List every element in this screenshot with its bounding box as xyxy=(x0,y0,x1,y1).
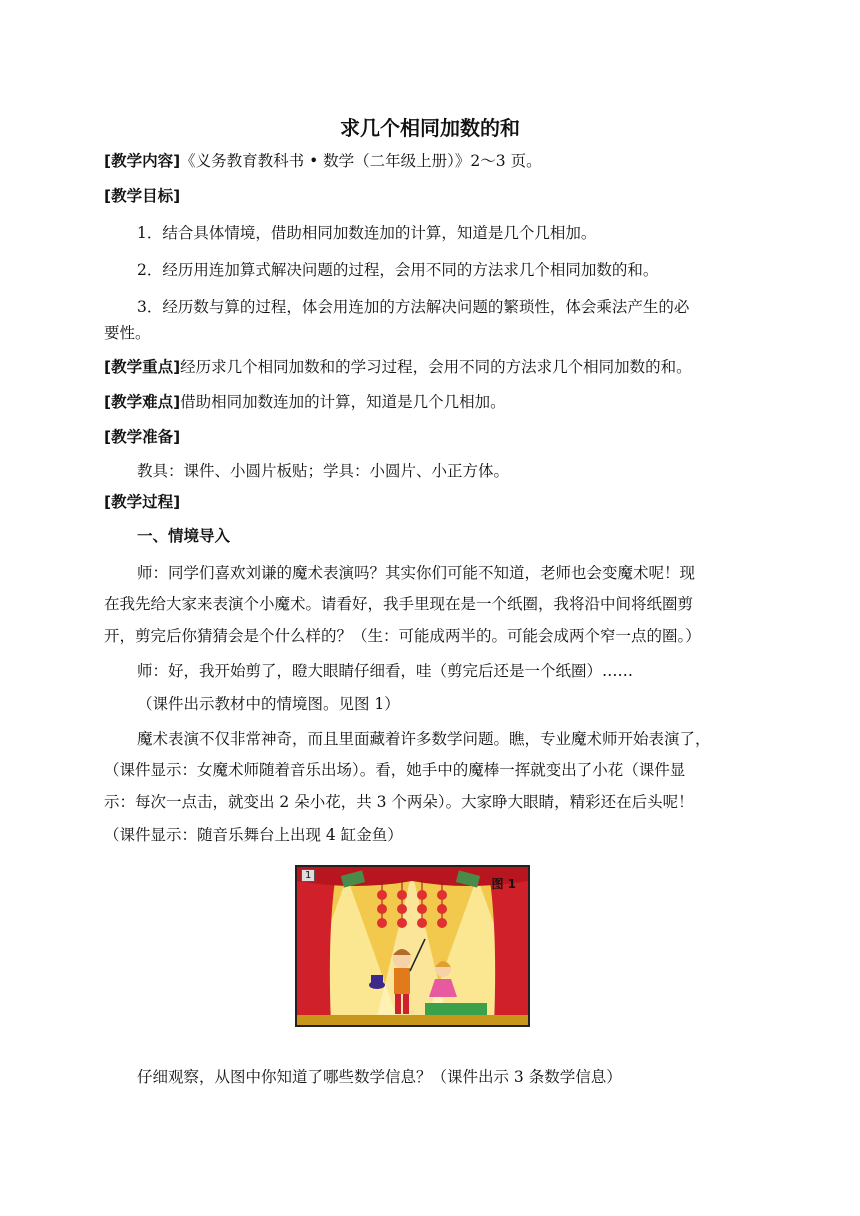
content-label: [教学内容] xyxy=(104,152,181,170)
preparation-label: [教学准备] xyxy=(104,428,181,446)
paragraph-line: 开，剪完后你猜猜会是个什么样的？（生：可能成两半的。可能会成两个窄一点的圈。） xyxy=(104,627,701,645)
key-points-label: [教学重点] xyxy=(104,358,181,376)
paragraph-line: （课件显示：女魔术师随着音乐出场）。看，她手中的魔棒一挥就变出了小花（课件显 xyxy=(104,761,686,779)
difficulties-label: [教学难点] xyxy=(104,393,181,411)
stage-table xyxy=(425,1003,487,1017)
objectives-heading xyxy=(104,186,764,206)
key-points-text: 经历求几个相同加数和的学习过程，会用不同的方法求几个相同加数的和。 xyxy=(180,358,692,376)
content-text: 《义务教育教科书 • 数学（二年级上册）》2～3 页。 xyxy=(180,152,542,170)
magic-show-illustration xyxy=(295,865,530,1027)
objective-item: 3．经历数与算的过程，体会用连加的方法解决问题的繁琐性，体会乘法产生的必 xyxy=(137,298,690,316)
figure-caption: 图 1 xyxy=(491,877,516,891)
slide-number: 1 xyxy=(301,869,315,882)
key-points-line xyxy=(104,357,764,377)
preparation-heading xyxy=(104,427,764,447)
objectives-label: [教学目标] xyxy=(104,187,181,205)
paragraph-line: （课件出示教材中的情境图。见图 1） xyxy=(137,695,400,713)
objective-item-continued: 要性。 xyxy=(104,324,151,342)
paragraph-line: 师：好，我开始剪了，瞪大眼睛仔细看，哇（剪完后还是一个纸圈）…… xyxy=(137,662,634,680)
objective-item: 1．结合具体情境，借助相同加数连加的计算，知道是几个几相加。 xyxy=(137,224,597,242)
process-label: [教学过程] xyxy=(104,493,181,511)
difficulties-line xyxy=(104,392,764,412)
paragraph-line: 仔细观察，从图中你知道了哪些数学信息？（课件出示 3 条数学信息） xyxy=(137,1068,622,1086)
content-line xyxy=(104,151,764,171)
paragraph-line: 师：同学们喜欢刘谦的魔术表演吗？其实你们可能不知道，老师也会变魔术呢！现 xyxy=(137,564,696,582)
preparation-text: 教具：课件、小圆片板贴；学具：小圆片、小正方体。 xyxy=(137,462,510,480)
stage-floor xyxy=(297,1015,528,1025)
paragraph-line: 魔术表演不仅非常神奇，而且里面藏着许多数学问题。瞧，专业魔术师开始表演了， xyxy=(137,730,711,748)
process-heading xyxy=(104,492,764,512)
difficulties-text: 借助相同加数连加的计算，知道是几个几相加。 xyxy=(180,393,506,411)
paragraph-line: （课件显示：随音乐舞台上出现 4 缸金鱼） xyxy=(104,826,403,844)
paragraph-line: 示：每次一点击，就变出 2 朵小花，共 3 个两朵）。大家睁大眼睛，精彩还在后头呢！ xyxy=(104,793,694,811)
paragraph-line: 在我先给大家来表演个小魔术。请看好，我手里现在是一个纸圈，我将沿中间将纸圈剪 xyxy=(104,595,694,613)
objective-item: 2．经历用连加算式解决问题的过程，会用不同的方法求几个相同加数的和。 xyxy=(137,261,659,279)
section-heading: 一、情境导入 xyxy=(137,527,231,545)
page-title: 求几个相同加数的和 xyxy=(340,116,520,140)
